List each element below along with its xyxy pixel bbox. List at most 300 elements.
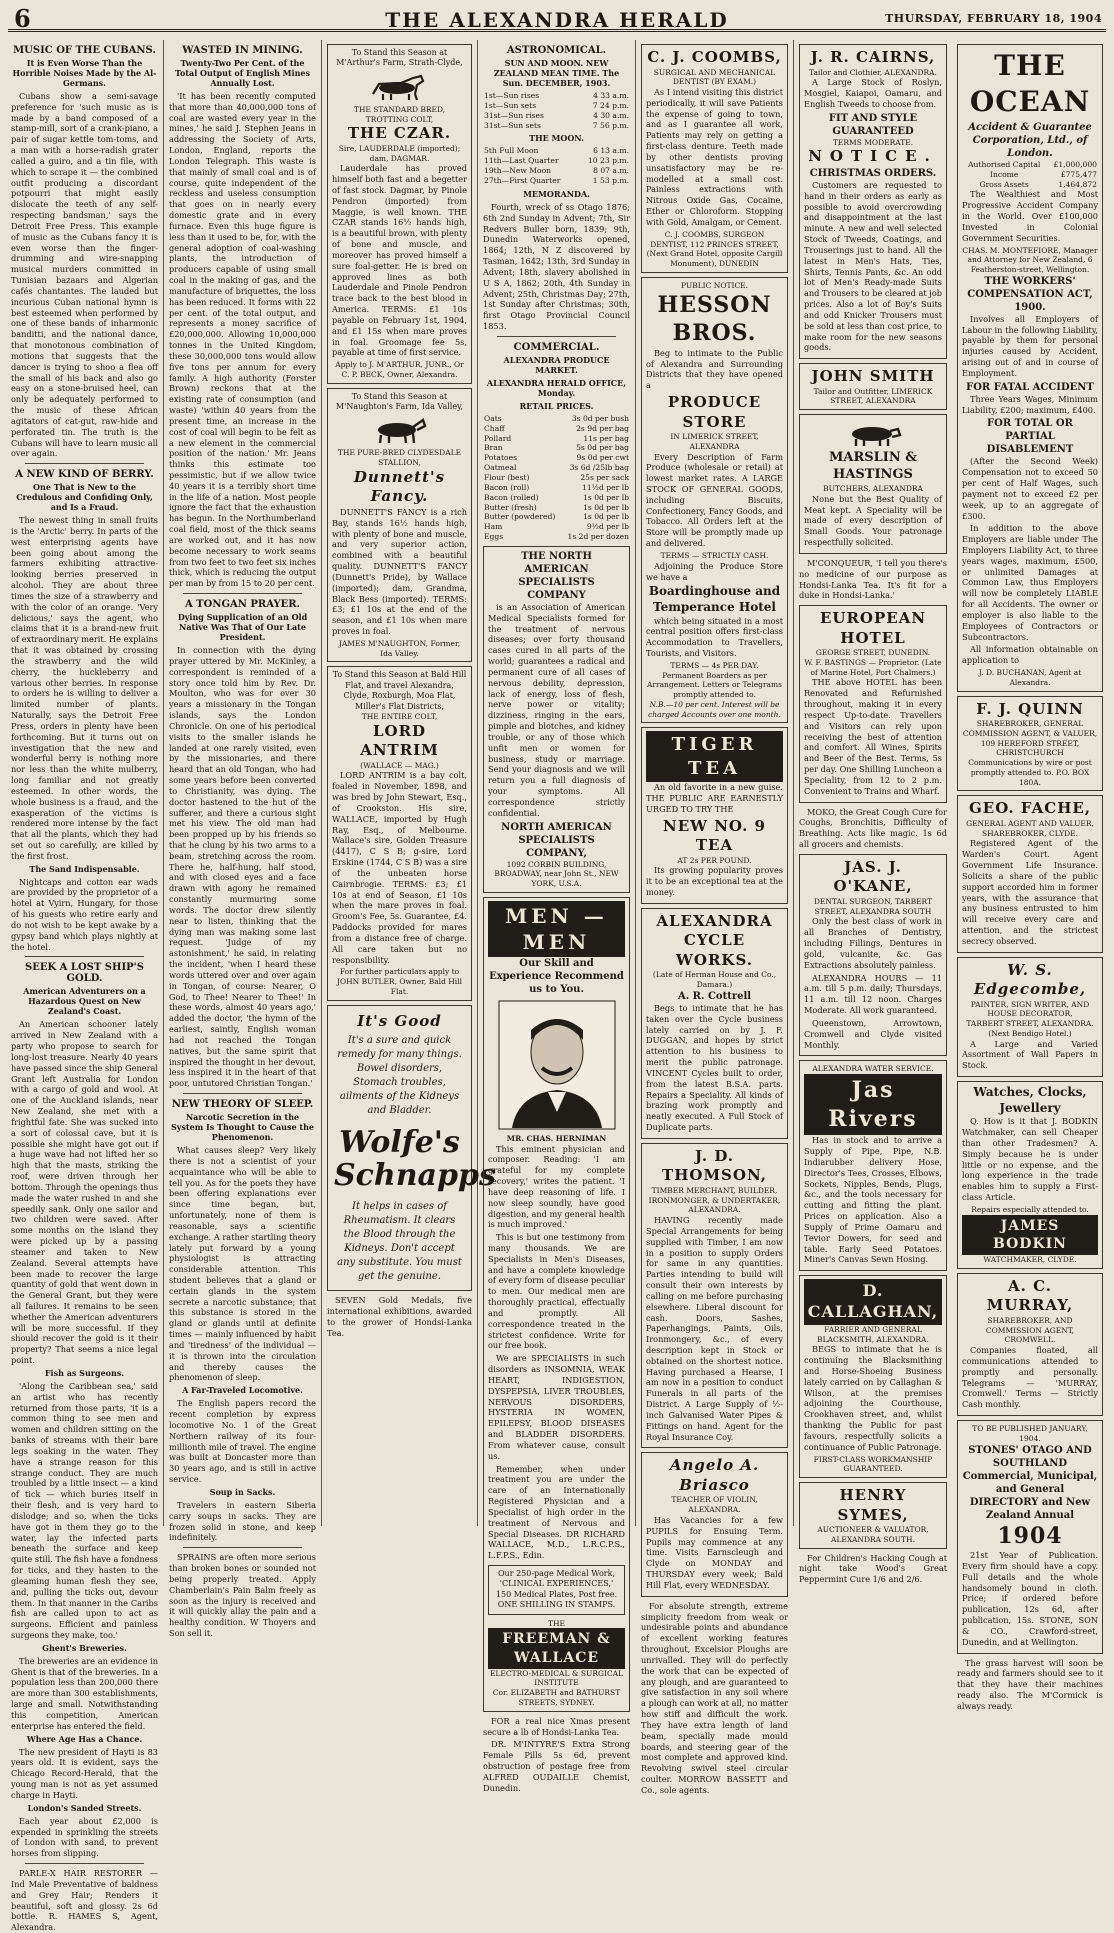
article-body: 'Along the Caribbean sea,' said an artist who has recently returned from those parts, 'it is a common thing to see men and women and children sitting on the banks of streams with their bare legs soaking in the water. They have a strange reason for this strange conduct. They are much troubled by a little insect — a kind of tick — which buries itself in their flesh, and is very hard to dislodge; and so, when the ticks have got in them they go to the water, lay the infected parts beneath the surface and keep quite still. The fish have a fondness for ticks, and they hasten to the gleaming human flesh they see, and, pulling the ticks out, devour them. In that manner in the Caribs fish are called upon to act as surgeons. Efficient and painless surgeons they make, too.' (11, 1380, 158, 1640)
table-row (962, 160, 1098, 170)
ad-title: J. D. THOMSON, (662, 1146, 767, 1185)
table-cell: 6 13 a.m. (593, 146, 629, 156)
ad-subtitle: THE PURE-BRED CLYDESDALE STALLION, (337, 448, 462, 468)
table-cell: 1s 0d per lb (583, 512, 629, 522)
article-body: Each year about £2,000 is expended in sprinkling the streets of London with sand, to prevent horses from slipping. (11, 1815, 158, 1859)
ad-title: JAS. J. O'KANE, (833, 857, 913, 896)
ad-body: HAVING recently made Special Arrangements for being supplied with Timber, I am now in a position to supply Orders for same in any quantities. Parties intending to build will consult their own interests by calling on me before purchasing elsewhere. Liberal discount for cash. Doors, Sashes, Paperhangings, Paints, Oils, Ironmongery, &c., of every description kept in Stock or obtained on the shortest notice. Having purchased a Hearse, I am now in a position to conduct Funerals in all parts of the District. A Large Supply of ½-inch Galvanised Water Pipes & Fittings on hand. Agent for the Royal Insurance Coy. (646, 1215, 783, 1442)
table-cell: 5th Full Moon (484, 146, 539, 156)
cairns-ad (799, 44, 947, 359)
table-cell: 1s 2d per dozen (567, 532, 629, 542)
column-1 (6, 40, 164, 1933)
article-subheading: A Far-Traveled Locomotive. (182, 1385, 303, 1396)
ad-subtitle: FOR TOTAL OR PARTIAL DISABLEMENT (986, 418, 1074, 456)
table-cell: 1 53 p.m. (592, 176, 629, 186)
ad-address: Cor. ELIZABETH and BATHURST STREETS, SYDNEY. (492, 1688, 621, 1707)
table-cell: 9s 0d per cwt (576, 453, 629, 463)
ad-title: HENRY SYMES, (837, 1486, 909, 1524)
article-subheading: London's Sanded Streets. (27, 1802, 142, 1813)
table-row (483, 532, 630, 542)
divider (25, 956, 144, 957)
ad-subtitle: (Late of Herman House and Co., Damara.) (652, 970, 777, 990)
ad-contact: J. D. BUCHANAN, Agent at Alexandra. (978, 668, 1082, 687)
ad-address: 1092 CORBIN BUILDING, BROADWAY, near John St., NEW YORK, U.S.A. (494, 859, 619, 889)
ad-contact: C. J. COOMBS, SURGEON DENTIST, 112 PRINCES STREET, (Next Grand Hotel, opposite Cargill Monument), DUNEDIN (646, 229, 783, 269)
brand-name: Wolfe's Schnapps (334, 1125, 496, 1194)
schnapps-ad (327, 1005, 496, 1292)
article-subheading: One That is New to the Credulous and Confiding Only, and Is a Fraud. (16, 482, 153, 513)
horse-icon (365, 415, 435, 445)
dentist-ad (641, 44, 788, 273)
section-subheading: ALEXANDRA HERALD OFFICE, Monday. (486, 377, 627, 398)
ad-subtitle: IN LIMERICK STREET, ALEXANDRA (670, 432, 759, 451)
table-cell: 10 23 p.m. (587, 156, 629, 166)
article-subheading: Fish as Surgeons. (44, 1367, 125, 1378)
ad-contact: JAMES M'NAUGHTON, Former, Ida Valley. (338, 638, 461, 658)
table-row (483, 91, 630, 101)
ad-title: LORD ANTRIM (360, 721, 439, 760)
table-cell: Bacon (roll) (484, 482, 530, 492)
ad-subtitle: TEACHER OF VIOLIN, ALEXANDRA. (671, 1495, 758, 1515)
table-cell: Bacon (rolled) (484, 492, 539, 502)
horse-icon (365, 72, 435, 102)
table-row (483, 424, 630, 434)
ad-body: Companies floated, all communications attended to promptly and personally. Telegrams — 'MURRAY, Cromwell.' Terms — Strictly Cash monthly. (962, 1345, 1098, 1410)
article-heading: WASTED IN MINING. (182, 45, 303, 56)
table-cell: Eggs (484, 532, 504, 542)
table-cell: 27th—First Quarter (484, 176, 561, 186)
cycle-ad (641, 908, 788, 1139)
issue-date: THURSDAY, FEBRUARY 18, 1904 (885, 12, 1102, 25)
ad-prefix: THE (547, 1618, 566, 1628)
table-cell: Oatmeal (484, 463, 517, 473)
table-row (483, 166, 630, 176)
ad-body: As I intend visiting this district periodically, it will save Patients the expense of going to town, and as I guarantee all work, Patients may rely on getting a first-class denture. Teeth made by other dentists proving unsatisfactory may be re-modelled at a small cost. Painless extractions with Nitrous Oxide Gas, Cocaine, Ether or Chloroform. Stopping with Gold, Amalgam, or Cement. (646, 87, 783, 227)
article-body: Nightcaps and cotton ear wads are provided by the proprietor of a hotel at Vyirn, Hungary, for those of his guests who retire early and do not wish to be kept awake by a gypsy band which plays nightly at the hotel. (11, 876, 158, 952)
table-row (483, 111, 630, 121)
ad-address: TARBERT STREET, ALEXANDRA. (Next Bendigo Hotel.) (966, 1019, 1094, 1038)
table-row (483, 512, 630, 522)
article-body: Cubans show a semi-savage preference for 'such music as is made by a band composed of a stamp-mill, sort of a crank-piano, a pair of sugar kettle tom-toms, and a man with a horse-radish grater called a guiro, and a tin file, with which to scrape it — the combined outfit producing a discordant potpourri that might easily dislocate the teeth of any self-respecting bandsman,' says the Detroit Free Press. This example of music as the Cubans fancy it is even worse than the finger-drumming and wire-snapping musical murders committed in Tunisian bazaars and Algerian cafés chantantes. The lauded but incurious Cuban national hymn is best esteemed when performed by one of these bands of inharmonic banditti, and the national dance, that monotonous combination of motions that suggests that the dancer is trying to shoo a flea off the small of his back and also go easy on a stone-bruised heel, can only be adequately performed to the music of these African agitators of cat-gut, raw-hide and perforated tin. The truth is the Cubans will have to learn music all over again. (11, 91, 158, 459)
ad-body: Every Description of Farm Produce (wholesale or retail) at lowest market rates. A LARGE STOCK OF GENERAL GOODS, including Biscuits, Confectionery, Fancy Goods, and Tobacco. All Orders left at the Store will be promptly made up and delivered. (646, 451, 783, 549)
divider (183, 1547, 302, 1548)
ad-body: The Wealthiest and Most Progressive Accident Company in the World. Over £100,000 Invested in Colonial Government Securities. (962, 189, 1098, 243)
ad-guarantee: FIRST-CLASS WORKMANSHIP GUARANTEED. (813, 1454, 933, 1474)
ad-body: None but the Best Quality of Meat kept. A Speciality will be made of every description of Small Goods. Your patronage respectfully solicited. (804, 493, 942, 548)
table-row (483, 156, 630, 166)
table-cell: £775,477 (1060, 169, 1097, 179)
table-row (962, 170, 1098, 180)
column-2 (164, 40, 322, 1638)
table-row (483, 434, 630, 444)
ad-body: Remember, when under treatment you are under the care of an Internationally Registered Physician and a Specialist of high order in the treatment of Nervous and Special Diseases. DR RICHARD WALLACE, M.D., L.R.C.P.S., L.F.P.S., Edin. (488, 1463, 625, 1561)
ad-title: W. S. Edgecombe, (973, 960, 1087, 999)
ad-subtitle: TIMBER MERCHANT, BUILDER, IRONMONGER, & UNDERTAKER, ALEXANDRA. (648, 1185, 781, 1215)
table-row (483, 146, 630, 156)
article-body: The breweries are an evidence in Ghent is that of the breweries. In a population less than 200,000 there are more than 300 establishments, large and small. Notwithstanding this competition, American enterprise has entered the field. (11, 1655, 158, 1731)
ad-body: Involves all Employers of Labour in the following Liability, payable by them for personal injuries caused by Accident, arising out of and in course of Employment. (962, 313, 1098, 378)
table-cell: Potatoes (484, 453, 517, 463)
ad-body: DUNNETT'S FANCY is a rich Bay, stands 16½ hands high, with plenty of bone and muscle, and very superior action, combined with a beautiful quality. DUNNETT'S FANCY (Dunnett's Pride), by Wallace (imported); dam, Grandma, Black Bess (imported). TERMS: £3; £1 10s at the end of the season, and £1 10s when mare proves in foal. (332, 506, 467, 637)
quinn-ad (957, 696, 1103, 792)
table-cell: Gross Assets (979, 179, 1029, 189)
ad-body: In addition to the above Employers are liable under The Employers Liability Act, to three years wages, maximum, £500, or unlimited Damages at Common Law, thus Employers will now be completely LIABLE for all Accidents. The owner or employer is also liable to the Employees of Contractors or Subcontractors. (962, 523, 1098, 642)
section-subheading: ALEXANDRA PRODUCE MARKET. (503, 354, 610, 375)
article-body: The newest thing in small fruits is the 'Arctic' berry. In parts of the west enterprising agents have been going about among the farmers exhibiting attractive-looking berries preserved in alcohol. They are about three times the size of a strawberry and with the color of an orange. 'Very delicious,' says the agent, who claims that it is a brand-new fruit of extraordinary merit. He explains that it was obtained by crossing the strawberry and the wild cherry, the huckleberry and various other berries. In response to orders he is willing to deliver a limited number of plants. Naturally, says the Detroit Free Press, orders in plenty have been forthcoming. But it turns out on investigation that the new and wonderful berry is nothing more nor less than the white mulberry, long familiar and not greatly esteemed. In other words, the whole business is a fraud, and the exasperation of the victims is rendered more intense by the fact that all the plants, which they had set out so carefully, are killed by the first frost. (11, 515, 158, 861)
table-cell: 4 33 a.m. (593, 91, 629, 100)
article-subheading: Twenty-Two Per Cent. of the Total Output of English Mines Annually Lost. (174, 58, 310, 88)
table-cell: 31st—Sun sets (484, 120, 541, 130)
table-row (483, 414, 630, 424)
article-subheading: The Sand Indispensable. (29, 863, 140, 874)
ad-title: J. R. CAIRNS, (810, 48, 936, 66)
section-subheading: SUN AND MOON. NEW ZEALAND MEAN TIME. The Sun. DECEMBER, 1903. (493, 58, 620, 88)
ad-contact: For further particulars apply to JOHN BUTLER, Owner, Bald Hill Flat. (336, 967, 463, 996)
paper-title: THE ALEXANDRA HERALD (385, 8, 729, 32)
ad-body: Has Vacancies for a few PUPILS for Ensuing Term. Pupils may commence at any time. Visits Earnscleugh and Clyde on MONDAY and THURSDAY every week; Bald Hill Flat, every WEDNESDAY. (646, 1514, 783, 1590)
ad-subtitle: Accident & Guarantee Corporation, Ltd., of London. (968, 121, 1092, 159)
ad-body: Begs to intimate that he has taken over the Cycle business lately carried on by J. F. DUGGAN, and hopes by strict attention to his business to merit the public patronage. VINCENT Cycles built to order, from the latest B.S.A. parts. Repairs a Speciality. All kinds of brazing work promptly and neatly executed. A Full Stock of Duplicate parts. (646, 1002, 783, 1132)
table-cell: 25s per sack (580, 472, 629, 482)
ad-body: It helps in cases of Rheumatism. It clears the Blood through the Kidneys. Don't accept any substitute. You must get the genuine. (337, 1201, 462, 1283)
ad-terms: TERMS — STRICTLY CASH. (660, 550, 769, 560)
divider (183, 593, 302, 594)
ad-terms: TERMS MODERATE. (832, 137, 914, 147)
ad-body: Registered Agent of the Warden's Court. Agent Government Life Insurance. Solicits a share of the public support accorded him in former years, with the assurance that any business entrusted to him will receive every care and attention, and the strictest secrecy observed. (962, 838, 1098, 946)
table-cell: Chaff (484, 423, 505, 433)
ad-body: It's a sure and quick remedy for many things. Bowel disorders, Stomach troubles, ailments of the Kidneys and Bladder. (337, 1035, 462, 1117)
ad-year: 1904 (997, 1522, 1063, 1549)
ad-notice: NOTICE. (808, 147, 938, 166)
ad-body: BEGS to intimate that he is continuing the Blacksmithing and Horse-Shoeing Business lately carried on by Callaghan & Wilson, at the premises adjoining the Courthouse, Crookhaven street, and, whilst thanking the Public for past favours, respectfully solicits a continuance of Public Patronage. (804, 1344, 942, 1452)
ad-subtitle: GENERAL AGENT AND VALUER, SHAREBROKER, CLYDE. (966, 818, 1094, 838)
table-cell: 8 07 a.m. (593, 166, 629, 176)
table-cell: 31st—Sun rises (484, 110, 544, 120)
table-cell: 1st—Sun rises (484, 91, 540, 100)
table-cell: 3s 0d per bush (571, 413, 629, 423)
ad-pedigree: Sire, LAUDERDALE (imported); dam, DAGMAR. (338, 143, 461, 163)
rivers-ad (799, 1060, 947, 1271)
violin-ad (641, 1452, 788, 1596)
table-row (483, 443, 630, 453)
masthead (8, 4, 1106, 32)
specialists-ad (483, 546, 630, 893)
table-cell: Bran (484, 443, 503, 453)
ad-intro: To Stand this Season at M'Arthur's Farm, Strath-Clyde, (336, 48, 463, 68)
table-cell: Ham (484, 522, 503, 532)
table-cell: 5s 0d per bag (576, 443, 629, 453)
advertisement: DR. M'INTYRE'S Extra Strong Female Pills 5s 6d, prevent obstruction of postage free from ALFRED OUDAILLE Chemist, Dunedin. (483, 1739, 630, 1793)
ad-title: JOHN SMITH (811, 367, 935, 386)
column-6 (794, 40, 952, 1585)
table-cell: £1,000,000 (1053, 159, 1097, 169)
ad-subtitle: FOR FATAL ACCIDENT (966, 381, 1094, 393)
table-row (483, 483, 630, 493)
advertisement: PARLE-X HAIR RESTORER — Ind Male Preventative of baldness and Grey Hair; Renders it beautiful, soft and glossy. 2s 6d bottle. R. HAMES S, Agent, Alexandra. (11, 1868, 158, 1933)
table-cell: Butter (powdered) (484, 512, 556, 522)
ad-note: Permanent Boarders as per Arrangement. Letters or Telegrams promptly attended to. (647, 670, 782, 700)
ad-price: AT 2s PER POUND. (677, 855, 752, 865)
ad-proprietor: A. R. Cottrell (677, 990, 752, 1002)
advertisement: For absolute strength, extreme simplicity freedom from weak or undesirable points and abundance of excellent working features throughout, Excelsior Ploughs are unrivalled. They will do perfectly the work that can be expected of any plough, and are guaranteed to give satisfaction in any soil where a plough can work at all, no matter how stiff and difficult the work. They have extra length of land beam, specially made mould boards, and steering gear of the most complete and approved kind. Revolving swivel steel circular coulter. MORROW BASSETT and Co., sole agents. (641, 1600, 788, 1795)
divider (497, 336, 616, 337)
ad-notice: TO BE PUBLISHED JANUARY, 1904. (972, 1424, 1088, 1443)
freeman-banner: FREEMAN & WALLACE (488, 1628, 625, 1668)
section-subheading: THE MOON. (529, 133, 584, 144)
ad-subtitle: ALEXANDRA WATER SERVICE. (812, 1064, 934, 1074)
table-row (962, 180, 1098, 190)
table-cell: 11½d per lb (582, 482, 629, 492)
hotel-ad (799, 605, 947, 802)
article-heading: A NEW KIND OF BERRY. (15, 469, 154, 481)
article-body: The English papers record the recent completion by express locomotive No. 1 of the Great Northern railway of its four-millionth mile of travel. The engine was built at Doncaster more than 30 years ago, and is still in active service. (169, 1398, 316, 1485)
ad-subtitle: THE WORKERS' COMPENSATION ACT, 1900. (967, 275, 1093, 313)
divider (25, 463, 144, 464)
advertisement: FOR a real nice Xmas present secure a lb of Hondsi-Lanka Tea. (483, 1715, 630, 1737)
table-row (483, 453, 630, 463)
ad-title: A. C. MURRAY, (986, 1276, 1074, 1315)
table-cell: 1st—Sun sets (484, 100, 537, 110)
article-body: Travelers in eastern Siberia carry soups in sacks. They are frozen solid in stone, and keep indefinitely. (169, 1499, 316, 1543)
ad-title: NEW NO. 9 TEA (663, 816, 766, 855)
ad-subtitle: Tailor and Outfitter, LIMERICK STREET, ALEXANDRA (813, 386, 933, 406)
table-cell: 11s per bag (583, 433, 629, 443)
ad-title: It's Good (357, 1011, 442, 1030)
ad-subtitle: BUTCHERS, ALEXANDRA (823, 484, 923, 494)
table-cell: 19th—New Moon (484, 166, 552, 176)
table-cell: 11th—Last Quarter (484, 156, 559, 166)
ad-body: Its growing popularity proves it to be an exceptional tea at the money. (646, 865, 783, 898)
ad-body: Beg to intimate to the Public of Alexandra and Surrounding Districts that they have opened a (646, 347, 783, 391)
ad-body: 21st Year of Publication. Every firm should have a copy. Full details and the whole handsomely bound in cloth. Price; if ordered before publication, 12s 6d, after publication, 15s. STONE, SON & CO., Crawford-street, Dunedin, and at Wellington. (962, 1550, 1098, 1647)
article-subheading: Where Age Has a Chance. (26, 1733, 143, 1744)
ad-contact: Apply to J. M'ARTHUR, JUNR., Or C. P. BECK, Owner, Alexandra. (335, 360, 464, 379)
edgecombe-ad (957, 957, 1103, 1077)
table-cell: Income (989, 169, 1019, 179)
callaghan-ad (799, 1275, 947, 1478)
directory-ad (957, 1420, 1103, 1654)
table-cell: 4 30 a.m. (593, 110, 629, 120)
table-cell: Authorised Capital (968, 159, 1041, 169)
ad-body: is an Association of American Medical Specialists formed for the treatment of nervous diseases; over forty thousand cases cured in all parts of the world; guarantees a radical and permanent cure of all cases of nervous debility, depression, lack of energy, loss of flesh, nerve power or vitality; dizziness, ringing in the ears, pimple and blotches, and kidney trouble, or any of those which unfit men or women for business, study or marriage. Send your diagnosis and we will return you a full diagnosis of your symptoms. All correspondence strictly confidential. (488, 601, 625, 818)
table-cell: 7 24 p.m. (592, 100, 629, 110)
stallion-ad-antrim (327, 666, 472, 1000)
table-cell: Butter (fresh) (484, 502, 537, 512)
ad-title: THE OCEAN (969, 49, 1091, 119)
table-cell: 7 56 p.m. (592, 120, 629, 130)
article-body: An American schooner lately arrived in New Zealand with a party who propose to search for long-lost treasure. Nearly 40 years have passed since the ship General Grant left Australia for London with a cargo of gold and wool. At one of the Auckland islands, near New Zealand, she met with a frightful fate. She was sucked into a sort of colossal cave, but it is possible she might have got out if a huge wave had not lifted her so high that the masts, striking the roof, were driven through her bottom. Through the openings thus made the water rushed in and she speedily sank. Only one sailor and two children were saved. After some months on the island they were picked up by a passing steamer and taken to New Zealand. Several attempts have been made to recover the large quantity of gold that went down in the General Grant, but they were all failures. It remains to be seen whether the American adventurers will be more successful. If they should recover the gold is it their property? That seems a nice legal point. (11, 1019, 158, 1366)
table-row (483, 121, 630, 131)
smith-ad (799, 363, 947, 410)
bodkin-banner: JAMES BODKIN (962, 1215, 1098, 1255)
tiger-banner: TIGER TEA (646, 731, 783, 782)
ad-subtitle: SURGICAL AND MECHANICAL DENTIST (BY EXAM.) (653, 67, 776, 87)
memoranda-body: Fourth, wreck of ss Otago 1876; 6th 2nd Sunday in Advent; 7th, Sir Redvers Buller born, 1839; 9th, Dunedin Waterworks opened, 1864; 12th, N Z discovered by Tasman, 1642; 13th, 3rd Sunday in Advent; 18th, slavery abolished in U S A, 1862; 20th, 4th Sunday in Advent; 25th, Christmas Day; 27th, 1st Sunday after Christmas; 30th, first Otago Provincial Council 1853. (483, 201, 630, 331)
portrait-caption: MR. CHAS. HERNIMAN (506, 1133, 607, 1143)
bodkin-ad (957, 1081, 1103, 1269)
ad-body: We are SPECIALISTS in such disorders as INSOMNIA, WEAK HEART, INDIGESTION, DYSPEPSIA, LIVER TROUBLES, NERVOUS DISORDERS, HYSTERIA IN WOMEN, EPILEPSY, BLOOD DISEASES and BLADDER DISORDERS. From whatever cause, consult us. (488, 1353, 625, 1461)
men-ad (483, 897, 630, 1712)
table-row (483, 522, 630, 532)
ad-subtitle: FARRIER AND GENERAL BLACKSMITH, ALEXANDRA. (817, 1324, 929, 1344)
table-cell: Oats (484, 413, 502, 423)
ad-body: LORD ANTRIM is a bay colt, foaled in November, 1898, and was bred by John Stewart, Esq., of Crookston. His sire, WALLACE, imported by Hugh Ray, Esq., of Melbourne. Wallace's sire, Golden Treasure (4417), C S B; g-sire, Lord Erskine (1744, C S B) was a sire of the unbeaten horse Cairnbrogie. TERMS: £3; £1 10s at end of Season, £1 10s when the mare proves in foal. Groom's Fee, 5s. Guarantee, £4. Paddocks provided for mares from a distance free of charge. All care taken but no responsibility. (332, 770, 467, 965)
hesson-ad (641, 277, 788, 724)
table-cell: 1s 0d per lb (583, 502, 629, 512)
ad-subtitle: GEORGE STREET, DUNEDIN. (815, 648, 931, 658)
symes-ad (799, 1482, 947, 1549)
ocean-ad (957, 44, 1103, 692)
table-cell: Flour (best) (484, 472, 530, 482)
article-heading: A TONGAN PRAYER. (184, 599, 301, 611)
ad-contact: CHAS. M. MONTEFIORE, Manager and Attorney for New Zealand, 6 Featherston-street, Wellington. (962, 245, 1098, 274)
ad-title: Dunnett's Fancy. (353, 467, 446, 506)
section-subheading: RETAIL PRICES. (519, 400, 594, 411)
stallion-ad-czar (327, 44, 472, 384)
divider (183, 1093, 302, 1094)
ad-title: HESSON BROS. (657, 291, 772, 347)
book-box: Our 250-page Medical Work, 'CLINICAL EXPERIENCES,' 150 Medical Plates, Post free. ONE SHILLING IN STAMPS. (488, 1565, 625, 1615)
article-subheading: Dying Supplication of an Old Native Was That of Our Late President. (177, 612, 308, 643)
ad-subtitle: SHAREBROKER, AND COMMISSION AGENT, CROMWELL. (985, 1315, 1075, 1345)
article-subheading: It is Even Worse Than the Horrible Noises Made by the Al-Germans. (12, 58, 157, 88)
ad-body: ALEXANDRA HOURS — 11 a.m. till 5 p.m. daily; Thursdays, 11 a.m. till 12 noon. Charges Moderate. All work guaranteed. (804, 972, 942, 1016)
ad-note: N.B.—10 per cent. Interest will be charged Accounts over one month. (648, 699, 781, 719)
ad-title: PRODUCE STORE (667, 393, 762, 431)
moon-table (483, 146, 630, 185)
ad-body: All information obtainable on application to (962, 644, 1098, 666)
ad-body: Adjoining the Produce Store we have a (646, 560, 783, 582)
ad-body: Only the best class of work in all Branches of Dentistry, including Fillings, Dentures in gold, vulcanite, &c. Gas Extractions absolutely painless. (804, 916, 942, 970)
divider (25, 1863, 144, 1864)
ad-title: NORTH AMERICAN SPECIALISTS COMPANY, (501, 821, 612, 859)
portrait-icon (498, 1000, 616, 1130)
article-subheading: Narcotic Secretion in the System Is Thought to Cause the Phenomenon. (171, 1112, 314, 1143)
ad-proprietor: W. F. BASTINGS — Proprietor. (Late of Marine Hotel, Port Chalmers.) (804, 657, 942, 677)
page-number: 6 (14, 4, 31, 33)
article-heading: NEW THEORY OF SLEEP. (171, 1099, 314, 1111)
ad-subtitle: DENTAL SURGEON, TARBERT STREET, ALEXANDRA SOUTH (813, 896, 933, 916)
advertisement: The grass harvest will soon be ready and farmers should see to it that they have their machines ready also. The M'Cormick is always ready. (957, 1657, 1103, 1711)
section-heading: COMMERCIAL. (513, 341, 600, 353)
article-body: The new president of Hayti is 83 years old. It is evident, says the Chicago Record-Herald, that the young man is not as yet assumed charge in Hayti. (11, 1746, 158, 1800)
ad-title: THE NORTH AMERICAN SPECIALISTS COMPANY (518, 550, 595, 601)
ad-body: Three Years Wages, Minimum Liability, £200; maximum, £400. (962, 393, 1098, 415)
ad-terms: TERMS — 4s PER DAY. (670, 660, 759, 670)
ad-body: A Large Stock of Roslyn, Mosgiel, Kaiapoi, Oamaru, and English Tweeds to choose from. (804, 77, 942, 109)
article-body: 'It has been recently computed that more than 40,000,000 tons of coal are wasted every year in the mines,' he said J. Stephen Jeans in addressing the Society of Arts, London, England, reports the London Telegraph. This waste is that mainly of small coal and is of course, quite independent of the reckless and useless consumption that goes on in nearly every domestic grate and in every furnace. Even this huge figure is less than it used to be, for, with the general adoption of coal-washing plants, the introduction of producers capable of using small coal in the making of gas, and the manufacture of briquettes, the loss has been reduced. It forms with 22 per cent. of the total output, and represents a money sacrifice of £20,000,000. Allowing 10,000,000 tonnes in the United Kingdom, these 30,000,000 tons would allow five tons per annum for every family. A high authority (Forster Brown) reckons that at the existing rate of consumption (and waste) 'within 40 years from the present time, an increase in the cost of coal will begin to be felt as a new element in the commercial position of the nation.' Mr. Jeans thinks this estimate too pessimistic, but if we allow twice 40 years it is a terribly short time in the life of a nation. Most people ignore the fact that the exhaustion has begun. In the Northumberland coal field, most of the thick seams are worked out, and it has now become necessary to work seams from two feet to two feet six inches thick, which is reducing the output per man by from 15 to 20 per cent. (169, 91, 316, 589)
ad-subtitle: CHRISTMAS ORDERS. (809, 167, 937, 179)
ad-title: C. J. COOMBS, (647, 48, 782, 66)
ad-title: F. J. QUINN (976, 699, 1084, 718)
ad-body: Customers are requested to hand in their orders as early as possible to avoid overcrowding and disappointment at the last minute. A new and well selected Stock of Tweeds, Coatings, and Trouserings just to hand. All the latest in Men's Hats, Ties, Shirts, Tennis Pants, &c. An odd lot of Men's Ready-made Suits and Trousers to be cleared at job prices. Also a lot of Boy's Suits and odd Knicker Trousers must be sold at less than cost price, to make room for the new seasons goods. (804, 179, 942, 353)
table-row (483, 473, 630, 483)
ad-body: An old favorite in a new guise. THE PUBLIC ARE EARNESTLY URGED TO TRY THE (646, 782, 783, 814)
ad-title: STONES' OTAGO AND SOUTHLAND Commercial, Municipal, and General DIRECTORY and New Zealand Annual (962, 1444, 1098, 1521)
article-body: In connection with the dying prayer uttered by Mr. McKinley, a correspondent is reminded of a story once told him by Rev. Dr. Moulton, who was for over 30 years a missionary in the Tongan islands, says the London Chronicle. On one of his periodical visits to the smaller islands he landed at one rarely visited, even by the missionaries, and there heard that an old Tongan, who had some years before been converted to Christianity, was dying. The doctor hastened to the hut of the sufferer, and there a curious sight met his view. The old man had been propped up by his friends so that he clung by his two arms to a beam, stretching across the room. There he, half-hung, half stood, and with closed eyes and a face drawn with agony he remained constantly murmuring some words. The doctor drew silently near to listen, thinking that the dying man was making some last request. 'Judge of my astonishment,' he said, in relating the incident, 'when I heard these words uttered over and over again in Tongan, of course: Nearer, O God, to Thee! Nearer to Thee!' In these words, almost 40 years ago,' added the doctor, 'the hymn of the earliest, saintly, English woman had not reached the Tongan natives, but the same spirit that inspired the thought in her devout, less inspired it in the heart of that poor, untutored Christian Tongan.' (169, 645, 316, 1089)
section-heading: ASTRONOMICAL. (506, 45, 607, 56)
column-4 (478, 40, 636, 1793)
table-row (483, 176, 630, 186)
table-cell: 3s 6d /25lb bag (569, 463, 629, 473)
ad-pedigree: (WALLACE — MAG.) (360, 760, 439, 770)
ad-subtitle: WATCHMAKER, CLYDE. (983, 1255, 1077, 1265)
column-7 (952, 40, 1108, 1711)
bull-icon (838, 421, 908, 447)
ad-body: which being situated in a most central position offers first-class Accommodation to Travellers, Tourists, and Visitors. (646, 615, 783, 659)
ad-notice: PUBLIC NOTICE. (680, 280, 749, 290)
ad-title: MARSLIN & HASTINGS (828, 450, 918, 483)
ad-body: A Large and Varied Assortment of Wall Papers in Stock. (962, 1038, 1098, 1071)
ad-intro: To Stand this Season at Bald Hill Flat, and travel Alexandra, Clyde, Roxburgh, Moa Flat, Miller's Flat Districts, (332, 670, 467, 711)
table-cell: 1s 0d per lb (583, 492, 629, 502)
article-heading: MUSIC OF THE CUBANS. (13, 45, 156, 56)
ad-body: This eminent physician and composer. Reading: 'I am grateful for my complete recovery,' writes the patient. 'I have deep reasoning of life. I now sleep soundly, have good digestion, and my general health is much improved.' (488, 1143, 625, 1230)
murray-ad (957, 1273, 1103, 1416)
table-cell: 9½d per lb (586, 522, 629, 532)
table-row (483, 503, 630, 513)
ad-subtitle: ELECTRO-MEDICAL & SURGICAL INSTITUTE (489, 1668, 624, 1688)
article-body: What causes sleep? Very likely there is not a scientist of your acquaintance who will be able to tell you. As for the poets they have been offering explanations ever since time began, but, unfortunately, none of them is reasonable, says a scientific exchange. A rather startling theory lately put forward by a young physiologist is attracting considerable attention. This student believes that a gland or certain glands in the system secrete a narcotic substance; that this substance is stored in the gland or glands until at definite times — mainly influenced by habit and 'tiredness' of the individual — it is thrown into the circulation and thereby causes the phenomenon of sleep. (169, 1145, 316, 1383)
ad-body: Lauderdale has proved himself both fast and a begetter of fast stock. Dagmar, by Pinole Pendron (imported) from Maggie, is well known. THE CZAR stands 16½ hands high, is a beautiful brown, with plenty of bone and muscle, and moreover has proved himself a sure foal-getter. He is bred on approved lines as both Lauderdale and Pinole Pendron trace back to the best blood in America. TERMS: £1 10s payable on February 1st, 1904, and £1 15s when mare proves in foal. Groomage fee 5s, payable at time of first service. (332, 163, 467, 358)
fache-ad (957, 795, 1103, 952)
advertisement: For Children's Hacking Cough at night take Wood's Great Peppermint Cure 1/6 and 2/6. (799, 1552, 947, 1585)
thomson-ad (641, 1143, 788, 1449)
advertisement: SEVEN Gold Medals, five international exhibitions, awarded to the grower of Hondsi-Lanka Tea. (327, 1295, 472, 1338)
sun-table (483, 91, 630, 130)
ad-note: Repairs especially attended to. (971, 1204, 1089, 1214)
capital-table (962, 160, 1098, 190)
ad-intro: To Stand this Season at M'Naughton's Farm, Ida Valley, (335, 391, 464, 412)
ad-body: (After the Second Week) Compensation not to exceed 50 per cent of Half Wages, such payment not to exceed £2 per week, up to an aggregate of £300. (962, 456, 1098, 521)
section-subheading: MEMORANDA. (523, 188, 590, 199)
ad-title: Boardinghouse and Temperance Hotel (648, 584, 781, 614)
ad-title: EUROPEAN HOTEL (819, 609, 927, 647)
article-heading: SEEK A LOST SHIP'S GOLD. (25, 962, 144, 985)
article-subheading: Soup in Sacks. (209, 1486, 276, 1497)
ad-title: ALEXANDRA CYCLE WORKS. (656, 911, 773, 969)
men-banner: MEN — MEN (488, 901, 625, 957)
callaghan-banner: D. CALLAGHAN, (804, 1279, 942, 1325)
table-cell: 1,464,872 (1058, 179, 1097, 189)
ad-title: Angelo A. Briasco (669, 1456, 760, 1494)
ad-subtitle: Tailor and Clothier, ALEXANDRA. (809, 67, 937, 77)
ad-title: Watches, Clocks, Jewellery (973, 1085, 1087, 1115)
butchers-ad (799, 414, 947, 554)
stallion-ad-dunnett (327, 388, 472, 663)
ad-title: GEO. FACHE, (968, 799, 1092, 818)
ad-body: Q. How is it that J. BODKIN Watchmaker, can sell Cheaper than other Tradesmen? A. Simply because he is under little or no expense, and the long experience in the trade enables him to supply a First-class Article. (962, 1116, 1098, 1203)
ad-subtitle: Our Skill and Experience Recommend us to You. (489, 957, 624, 995)
column-5 (636, 40, 794, 1795)
article-subheading: Ghent's Breweries. (42, 1642, 127, 1653)
ad-body: Queenstown, Arrowtown, Cromwell and Clyde visited Monthly. (804, 1017, 942, 1050)
article-subheading: American Adventurers on a Hazardous Quest on New Zealand's Coast. (23, 986, 146, 1017)
table-cell: 2s 9d per bag (576, 423, 629, 433)
table-row (483, 463, 630, 473)
ad-subtitle: THE ENTIRE COLT, (361, 711, 438, 721)
table-row (483, 493, 630, 503)
advertisement: M'CONQUEUR, 'I tell you there's no medicine of our purpose as Hondsi-Lanka Tea. It's fit for a duke in Hondsi-Lanka.' (799, 557, 947, 601)
ad-subtitle: PAINTER, SIGN WRITER, AND HOUSE DECORATOR, (970, 999, 1090, 1019)
advertisement: SPRAINS are often more serious than broken bones or sounded not being properly treated. Apply Chamberlain's Pain Balm freely as soon as the injury is received and it will quickly allay the pain and a healthy condition. W Thoyers and Son sell it. (169, 1552, 316, 1638)
ad-body: This is but one testimony from many thousands. We are Specialists in Men's Diseases, and have a complete knowledge of every form of disease peculiar to men. Our medical men are thoroughly practical, effectually and promptly. All correspondence treated in the strictest confidence. Write for our free book. (488, 1232, 625, 1351)
ad-subtitle: THE STANDARD BRED, TROTTING COLT, (353, 104, 446, 124)
rivers-banner: Jas Rivers (804, 1074, 942, 1135)
tea-ad (641, 727, 788, 904)
market-prices-table (483, 414, 630, 542)
ad-body: THE above HOTEL has been Renovated and Refurnished throughout, making it in every respect Up-to-date. Travellers and Visitors can rely upon receiving the best of attention and comfort. All Wines, Spirits and Beer of the Best. Terms, 5s per day. One Shilling Luncheon a Speciality, from 12 to 2 p.m. Convenient to Trains and Wharf. (804, 677, 942, 796)
